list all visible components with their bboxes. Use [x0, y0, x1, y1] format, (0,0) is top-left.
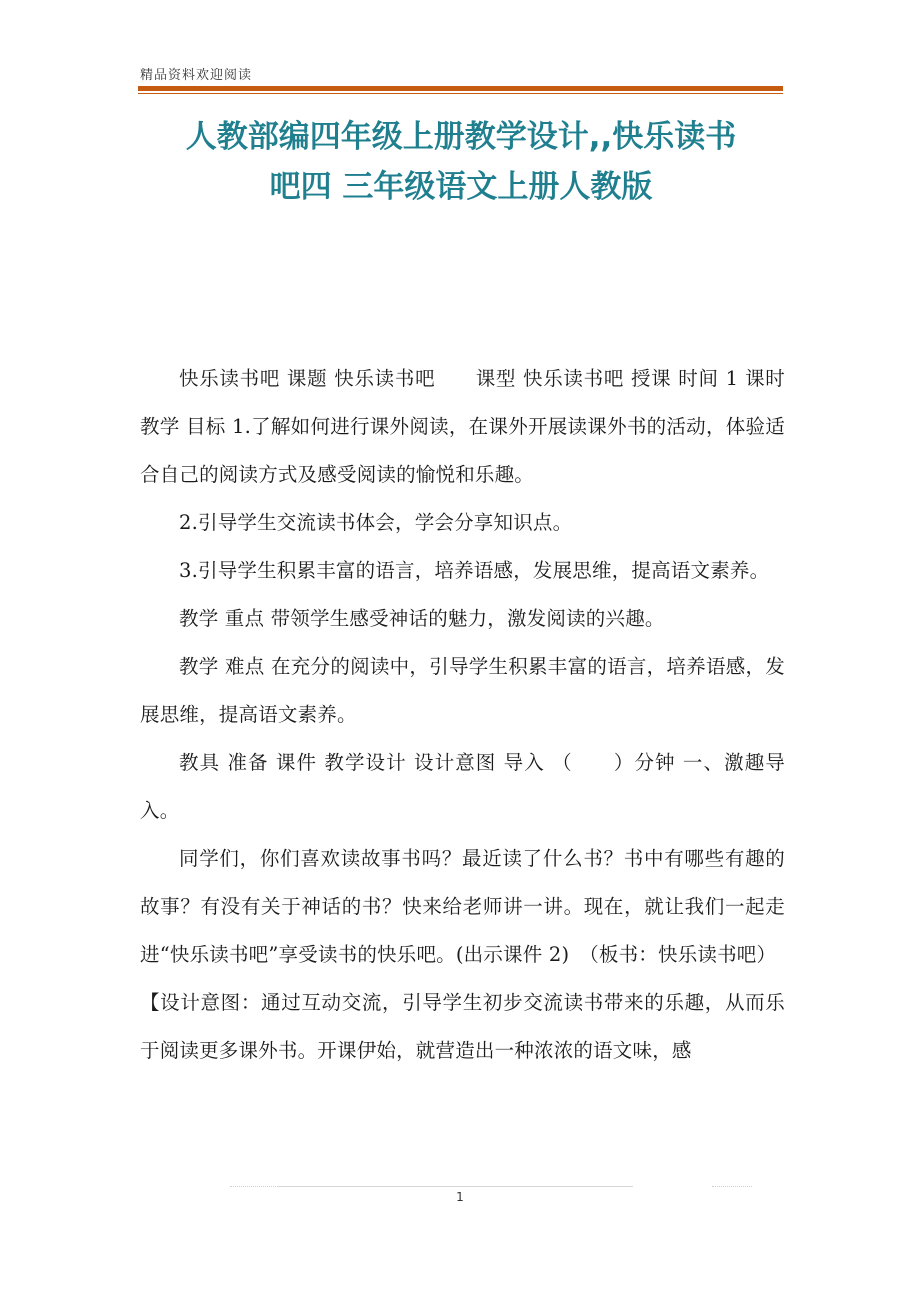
title-line-1: 人教部编四年级上册教学设计,,快乐读书: [185, 119, 737, 155]
page-number: 1: [456, 1190, 464, 1204]
header-rule-thin: [138, 93, 783, 94]
paragraph: 快乐读书吧 课题 快乐读书吧 课型 快乐读书吧 授课 时间 1 课时 教学 目标 1.了解如何进行课外阅读，在课外开展读课外书的活动，体验适合自己的阅读方式及感受阅读的愉悦和乐趣。: [140, 367, 812, 486]
paragraph: 教学 难点 在充分的阅读中，引导学生积累丰富的语言，培养语感，发展思维，提高语文素养。: [140, 655, 785, 726]
paragraph: 【设计意图：通过互动交流，引导学生初步交流读书带来的乐趣，从而乐于阅读更多课外书。开课伊始，就营造出一种浓浓的语文味，感: [140, 991, 785, 1062]
footer-dotted-rule-left: [230, 1186, 280, 1187]
footer-dotted-rule-right: [712, 1186, 752, 1187]
paragraph: 同学们，你们喜欢读故事书吗？最近读了什么书？书中有哪些有趣的故事？有没有关于神话的书？快来给老师讲一讲。现在，就让我们一起走进“快乐读书吧”享受读书的快乐吧。(出示课件 2) （板书：快乐读书吧）: [140, 847, 785, 966]
document-title: [140, 112, 782, 212]
title-line-2: 吧四 三年级语文上册人教版: [269, 169, 653, 205]
header-rule: [138, 86, 783, 91]
paragraph: 3.引导学生积累丰富的语言，培养语感，发展思维，提高语文素养。: [179, 559, 770, 582]
paragraph: 教学 重点 带领学生感受神话的魅力，激发阅读的兴趣。: [179, 607, 665, 630]
footer-rule: [277, 1186, 633, 1187]
header-label: 精品资料欢迎阅读: [140, 68, 253, 83]
paragraph: 2.引导学生交流读书体会，学会分享知识点。: [179, 511, 573, 534]
paragraph: 教具 准备 课件 教学设计 设计意图 导入 （ ）分钟 一、激趣导入。: [140, 751, 785, 822]
document-body: [140, 355, 812, 1075]
